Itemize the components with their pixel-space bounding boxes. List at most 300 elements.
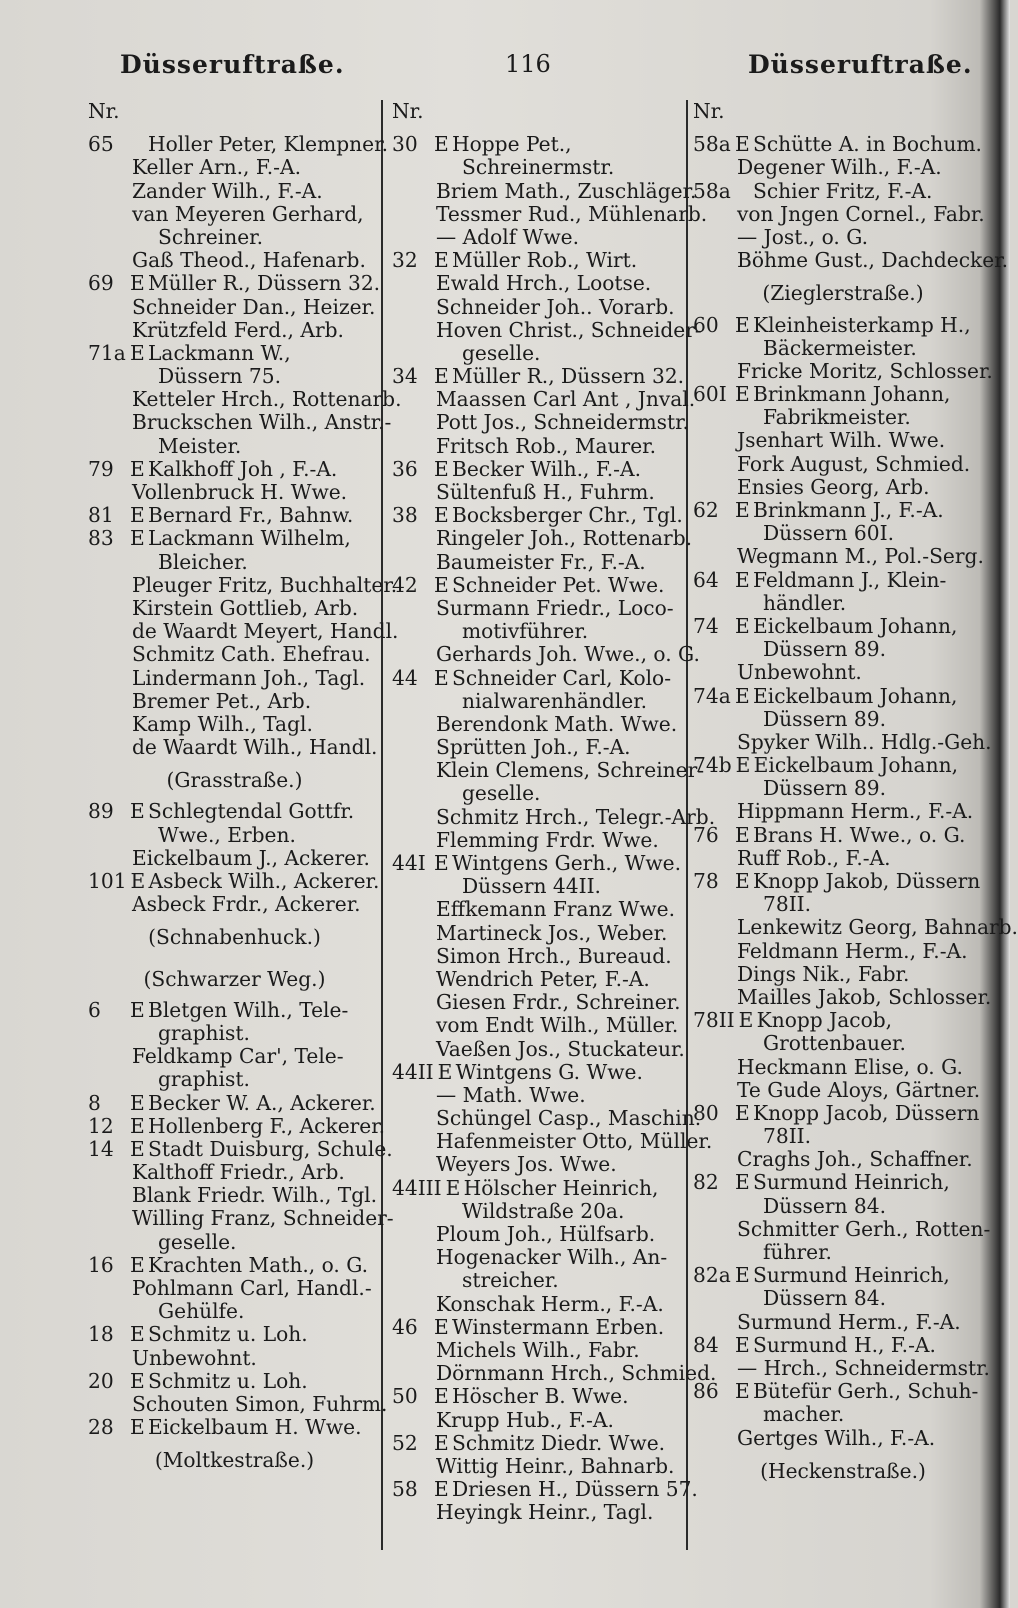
resident-name: Weyers Jos. Wwe.: [436, 1152, 617, 1177]
entry-continuation: Schreiner.: [158, 224, 263, 249]
resident-name: Konschak Herm., F.-A.: [436, 1291, 664, 1316]
resident-name: Pohlmann Carl, Handl.-: [132, 1276, 372, 1300]
entry-continuation: Wildstraße 20a.: [462, 1198, 625, 1223]
resident-name: Gerhards Joh. Wwe., o. G.: [436, 642, 700, 667]
house-number: 84: [693, 1332, 719, 1357]
owner-marker: E: [735, 132, 750, 157]
house-number: 28: [88, 1415, 114, 1440]
resident-name: Wendrich Peter, F.-A.: [436, 966, 650, 991]
house-number: 50: [392, 1384, 418, 1409]
resident-name: Müller Rob., Wirt.: [452, 248, 638, 273]
resident-name: Stadt Duisburg, Schule.: [148, 1136, 393, 1161]
resident-name: Ensies Georg, Arb.: [737, 474, 930, 499]
resident-name: Hoven Christ., Schneider-: [436, 317, 702, 342]
resident-name: Krupp Hub., F.-A.: [436, 1407, 614, 1432]
resident-name: Mailles Jakob, Schlosser.: [737, 984, 992, 1009]
owner-marker: E: [130, 1136, 145, 1161]
resident-name: Brinkmann Johann,: [753, 382, 951, 407]
resident-name: Berendonk Math. Wwe.: [436, 711, 678, 736]
resident-entry: [88, 1206, 394, 1231]
owner-marker: E: [434, 364, 449, 389]
resident-name: Surmund H., F.-A.: [753, 1332, 936, 1357]
resident-entry: [693, 226, 993, 249]
resident-name: Zander Wilh., F.-A.: [132, 178, 323, 203]
resident-name: Wittig Heinr., Bahnarb.: [436, 1453, 675, 1478]
street-heading: (Moltkestraße.): [154, 1448, 315, 1473]
running-title-left: Düsseruftraße.: [120, 50, 345, 79]
resident-entry: [693, 1357, 993, 1380]
resident-entry: [392, 504, 688, 527]
resident-entry: [88, 1416, 381, 1439]
resident-entry: [693, 1427, 993, 1450]
resident-entry: [392, 1153, 688, 1176]
house-number: 81: [88, 503, 114, 528]
resident-entry: [693, 1102, 993, 1125]
resident-name: de Waardt Meyert, Handl.: [132, 619, 399, 644]
resident-name: Bernard Fr., Bahnw.: [148, 503, 354, 528]
resident-entry: [392, 597, 688, 620]
resident-entry: [88, 272, 381, 295]
resident-name: Heyingk Heinr., Tagl.: [436, 1500, 654, 1525]
resident-name: Kalkhoff Joh , F.-A.: [148, 456, 338, 481]
resident-entry: [88, 458, 381, 481]
house-number: 58: [392, 1477, 418, 1502]
owner-marker: E: [434, 132, 449, 157]
resident-entry: [88, 667, 381, 690]
resident-entry: [392, 713, 688, 736]
street-heading: (Schnabenhuck.): [148, 925, 321, 950]
resident-name: Schmitz u. Loh.: [148, 1368, 308, 1393]
column-divider-left: [381, 100, 383, 1550]
resident-entry: [88, 1277, 381, 1300]
entry-continuation: motivführer.: [462, 619, 589, 644]
house-number: 79: [88, 456, 114, 481]
resident-name: Klein Clemens, Schreiner-: [436, 758, 705, 783]
resident-name: Becker Wilh., F.-A.: [452, 456, 641, 481]
owner-marker: E: [434, 1477, 449, 1502]
resident-name: van Meyeren Gerhard,: [132, 201, 364, 226]
resident-entry: [88, 1323, 381, 1346]
resident-entry: [693, 800, 993, 823]
entry-continuation: führer.: [763, 1240, 832, 1264]
street-heading: (Schwarzer Weg.): [143, 966, 326, 991]
resident-entry: [392, 1129, 713, 1154]
resident-name: Pott Jos., Schneidermstr.: [436, 410, 689, 435]
resident-name: Craghs Joh., Schaffner.: [737, 1147, 973, 1172]
owner-marker: E: [130, 456, 145, 481]
owner-marker: E: [434, 456, 449, 481]
resident-entry: [392, 991, 688, 1014]
resident-entry: [88, 1136, 393, 1161]
entry-continuation: nialwarenhändler.: [462, 688, 648, 713]
resident-entry: [392, 1293, 688, 1316]
house-number: 18: [88, 1322, 114, 1347]
owner-marker: E: [735, 312, 750, 337]
resident-entry: [88, 180, 381, 203]
resident-entry: [693, 1056, 993, 1079]
resident-entry: [693, 429, 993, 452]
house-number: 74: [693, 613, 719, 638]
owner-marker: E: [130, 1415, 145, 1440]
resident-name: Giesen Frdr., Schreiner.: [436, 990, 681, 1015]
owner-marker: E: [130, 1322, 145, 1347]
entry-continuation: geselle.: [158, 1229, 237, 1254]
entry-continuation: Schreinermstr.: [462, 155, 615, 180]
owner-marker: E: [434, 248, 449, 273]
house-number: 38: [392, 503, 418, 528]
owner-marker: E: [434, 1314, 449, 1339]
resident-entry: [693, 1264, 993, 1287]
resident-name: Eickelbaum J., Ackerer.: [132, 845, 370, 870]
resident-name: Brinkmann J., F.-A.: [753, 498, 944, 522]
resident-entry: [392, 1409, 688, 1432]
resident-name: Jsenhart Wilh. Wwe.: [737, 428, 946, 453]
resident-entry: [392, 226, 688, 249]
entry-continuation: Bleicher.: [158, 549, 248, 574]
resident-name: Hoppe Pet.,: [452, 132, 572, 157]
resident-entry: [392, 481, 688, 504]
entry-continuation: Düssern 60I.: [763, 521, 895, 546]
resident-entry: [88, 1254, 381, 1277]
resident-entry: [392, 1455, 688, 1478]
resident-entry: [392, 804, 716, 829]
owner-marker: E: [735, 1263, 750, 1288]
resident-name: Lenkewitz Georg, Bahnarb.: [737, 915, 1018, 940]
entry-continuation: Düssern 84.: [763, 1286, 887, 1311]
resident-entry: [392, 1177, 688, 1200]
resident-name: Ploum Joh., Hülfsarb.: [436, 1222, 656, 1246]
house-number: 76: [693, 822, 719, 847]
resident-name: Knopp Jacob, Düssern: [753, 1100, 980, 1125]
page-number: 116: [505, 50, 551, 78]
resident-name: Fricke Moritz, Schlosser.: [737, 358, 993, 383]
resident-name: Surmund Heinrich,: [753, 1170, 950, 1195]
resident-name: Tessmer Rud., Mühlenarb.: [436, 201, 708, 226]
resident-name: Schüngel Casp., Maschin.: [436, 1106, 702, 1131]
entry-continuation: 78II.: [763, 892, 812, 917]
resident-entry: [392, 1106, 702, 1131]
house-number: 30: [392, 132, 418, 157]
resident-entry: [392, 411, 688, 434]
resident-entry: [88, 342, 381, 365]
owner-marker: E: [735, 613, 750, 638]
resident-entry: [88, 504, 381, 527]
resident-entry: [392, 829, 688, 852]
owner-marker: E: [735, 822, 750, 847]
resident-name: von Jngen Cornel., Fabr.: [737, 201, 985, 226]
owner-marker: E: [434, 665, 449, 690]
resident-name: Degener Wilh., F.-A.: [737, 155, 942, 180]
resident-entry: [392, 1014, 688, 1037]
resident-name: Schmitter Gerh., Rotten-: [737, 1216, 991, 1241]
resident-name: Schütte A. in Bochum.: [753, 132, 982, 157]
resident-name: Dörnmann Hrch., Schmied.: [436, 1361, 717, 1386]
resident-name: Ewald Hrch., Lootse.: [436, 271, 652, 296]
entry-continuation: Düssern 89.: [763, 776, 887, 801]
house-number: 60: [693, 312, 719, 337]
resident-name: Becker W. A., Ackerer.: [148, 1090, 376, 1115]
resident-entry: [392, 574, 688, 597]
resident-name: Schier Fritz, F.-A.: [753, 178, 933, 203]
resident-entry: [88, 1092, 381, 1115]
resident-entry: [88, 527, 381, 550]
resident-name: Effkemann Franz Wwe.: [436, 897, 675, 922]
resident-name: Feldmann J., Klein-: [753, 567, 947, 592]
owner-marker: E: [735, 1170, 750, 1195]
resident-name: Spyker Wilh.. Hdlg.-Geh.: [737, 729, 992, 754]
house-number: 44I: [392, 851, 426, 875]
resident-entry: [693, 499, 993, 522]
resident-name: Holler Peter, Klempner.: [148, 132, 388, 157]
entry-continuation: Wwe., Erben.: [158, 822, 296, 847]
running-title-right: Düsseruftraße.: [748, 50, 973, 79]
resident-name: Hippmann Herm., F.-A.: [737, 799, 974, 824]
resident-entry: [392, 898, 688, 921]
resident-name: Vollenbruck H. Wwe.: [132, 480, 348, 504]
resident-name: Surmann Friedr., Loco-: [436, 595, 674, 620]
resident-name: Sprütten Joh., F.-A.: [436, 735, 631, 760]
house-number: 52: [392, 1430, 418, 1455]
resident-entry: [693, 847, 993, 870]
resident-name: Schouten Simon, Fuhrm.: [132, 1391, 388, 1416]
resident-entry: [88, 319, 381, 342]
resident-entry: [88, 203, 381, 226]
resident-name: Schneider Carl, Kolo-: [452, 665, 672, 690]
resident-entry: [693, 1334, 993, 1357]
resident-name: Müller R., Düssern 32.: [452, 364, 685, 389]
resident-name: Böhme Gust., Dachdecker.: [737, 248, 1009, 273]
resident-entry: [88, 1161, 381, 1184]
resident-entry: [88, 1184, 381, 1207]
resident-entry: [693, 915, 1018, 940]
resident-name: Wintgens G. Wwe.: [455, 1059, 643, 1084]
house-number: 64: [693, 567, 719, 592]
resident-name: Bremer Pet., Arb.: [132, 688, 312, 713]
resident-name: Eickelbaum Johann,: [753, 683, 958, 708]
resident-name: Hogenacker Wilh., An-: [436, 1245, 668, 1270]
house-number: 65: [88, 132, 114, 157]
resident-entry: [392, 272, 688, 295]
resident-entry: [392, 526, 693, 551]
resident-entry: [392, 1361, 717, 1386]
resident-entry: [88, 1370, 381, 1393]
owner-marker: E: [434, 572, 449, 597]
owner-marker: E: [735, 1332, 750, 1357]
resident-name: Eickelbaum H. Wwe.: [148, 1415, 362, 1440]
resident-entry: [88, 736, 381, 759]
resident-name: Asbeck Wilh., Ackerer.: [148, 869, 380, 893]
resident-entry: [392, 178, 697, 203]
resident-entry: [392, 1316, 688, 1339]
resident-entry: [693, 180, 993, 203]
entry-continuation: händler.: [763, 590, 847, 615]
resident-entry: [88, 1045, 381, 1068]
resident-name: Simon Hrch., Bureaud.: [436, 943, 672, 968]
resident-entry: [693, 986, 993, 1009]
resident-name: Knopp Jacob,: [756, 1008, 893, 1033]
resident-name: Driesen H., Düssern 57.: [452, 1477, 698, 1502]
owner-marker: E: [130, 997, 145, 1022]
resident-entry: [392, 201, 708, 226]
resident-name: Surmund Herm., F.-A.: [737, 1309, 961, 1334]
resident-entry: [693, 1079, 993, 1102]
house-number: 58a: [693, 178, 731, 203]
street-heading: (Heckenstraße.): [760, 1458, 926, 1483]
owner-marker: E: [130, 526, 145, 551]
owner-marker: E: [735, 1379, 750, 1404]
resident-entry: [88, 713, 381, 736]
resident-entry: [88, 1391, 388, 1416]
house-number: 82: [693, 1170, 719, 1195]
resident-entry: [693, 453, 993, 476]
resident-entry: [693, 156, 993, 179]
resident-name: Keller Arn., F.-A.: [132, 155, 301, 180]
resident-name: Schneider Pet. Wwe.: [452, 572, 665, 597]
resident-name: Lackmann W.,: [148, 340, 291, 365]
house-number: 36: [392, 456, 418, 481]
entry-list: [693, 132, 1018, 1491]
street-heading: (Grasstraße.): [166, 768, 303, 793]
resident-entry: [392, 1501, 688, 1524]
entry-continuation: geselle.: [462, 781, 541, 806]
resident-entry: [693, 476, 993, 499]
owner-marker: E: [735, 567, 750, 592]
owner-marker: E: [434, 1384, 449, 1409]
resident-entry: [392, 642, 700, 667]
resident-name: — Math. Wwe.: [436, 1082, 586, 1107]
entry-continuation: Düssern 89.: [763, 637, 887, 662]
resident-name: Hafenmeister Otto, Müller.: [436, 1129, 713, 1154]
owner-marker: E: [130, 799, 145, 824]
owner-marker: E: [130, 1252, 145, 1277]
resident-name: Schlegtendal Gottfr.: [148, 799, 355, 824]
resident-name: Hölscher Heinrich,: [463, 1175, 659, 1200]
resident-entry: [88, 481, 381, 504]
resident-entry: [392, 1038, 688, 1061]
resident-entry: [392, 968, 688, 991]
resident-name: Müller R., Düssern 32.: [148, 271, 381, 296]
resident-entry: [693, 383, 993, 406]
resident-entry: [693, 1148, 993, 1171]
resident-name: Wintgens Gerh., Wwe.: [452, 851, 681, 875]
house-number: 14: [88, 1136, 114, 1161]
resident-name: Bruckschen Wilh., Anstr.-: [132, 410, 392, 435]
resident-name: — Adolf Wwe.: [436, 224, 579, 249]
owner-marker: E: [130, 271, 145, 296]
resident-entry: [88, 132, 388, 157]
entry-continuation: Gehülfe.: [158, 1299, 245, 1324]
owner-marker: E: [735, 1100, 750, 1125]
resident-entry: [693, 569, 993, 592]
resident-name: Krachten Math., o. G.: [148, 1252, 369, 1277]
resident-name: Schmitz Cath. Ehefrau.: [132, 642, 371, 667]
resident-name: Kleinheisterkamp H.,: [753, 312, 971, 337]
resident-name: Sültenfuß H., Fuhrm.: [436, 480, 655, 504]
house-number: 44II: [392, 1059, 434, 1084]
resident-entry: [693, 545, 993, 568]
house-number: 69: [88, 271, 114, 296]
house-number: 80: [693, 1100, 719, 1125]
resident-name: Winstermann Erben.: [452, 1314, 665, 1339]
entry-continuation: Düssern 75.: [158, 364, 282, 389]
owner-marker: E: [434, 503, 449, 528]
resident-name: de Waardt Wilh., Handl.: [132, 735, 378, 760]
resident-name: Briem Math., Zuschläger.: [436, 178, 697, 203]
house-number: 6: [88, 997, 101, 1022]
resident-name: Vaeßen Jos., Stuckateur.: [436, 1036, 685, 1061]
owner-marker: E: [130, 340, 145, 365]
column-1: [88, 99, 402, 1481]
resident-entry: [88, 999, 381, 1022]
resident-entry: [392, 1246, 688, 1269]
resident-name: Baumeister Fr., F.-A.: [436, 549, 646, 574]
house-number: 8: [88, 1090, 101, 1115]
resident-name: Gertges Wilh., F.-A.: [737, 1425, 936, 1450]
owner-marker: E: [130, 1113, 145, 1138]
house-number: 16: [88, 1252, 114, 1277]
resident-entry: [88, 847, 381, 870]
resident-name: Ringeler Joh., Rottenarb.: [436, 526, 693, 551]
resident-name: Surmund Heinrich,: [753, 1263, 950, 1288]
owner-marker: E: [735, 382, 750, 407]
resident-entry: [392, 249, 688, 272]
house-number: 89: [88, 799, 114, 824]
resident-name: Wegmann M., Pol.-Serg.: [737, 544, 984, 569]
resident-name: Schmitz Diedr. Wwe.: [452, 1430, 666, 1455]
owner-marker: E: [735, 683, 750, 708]
resident-name: Schneider Dan., Heizer.: [132, 294, 376, 319]
house-number: 42: [392, 572, 418, 597]
resident-name: Schmitz Hrch., Telegr.-Arb.: [436, 804, 716, 829]
entry-continuation: Düssern 89.: [763, 706, 887, 731]
entry-continuation: macher.: [763, 1402, 845, 1427]
resident-name: Brans H. Wwe., o. G.: [753, 822, 966, 847]
house-number: 44: [392, 665, 418, 690]
resident-entry: [693, 360, 993, 383]
resident-name: Knopp Jakob, Düssern: [753, 869, 981, 893]
resident-entry: [392, 1477, 698, 1502]
resident-entry: [88, 156, 381, 179]
entry-continuation: 78II.: [763, 1124, 812, 1149]
resident-entry: [693, 870, 993, 893]
resident-entry: [693, 615, 993, 638]
column-label: Nr.: [88, 99, 120, 123]
resident-entry: [693, 1380, 993, 1403]
entry-continuation: Meister.: [158, 433, 242, 458]
resident-entry: [392, 1432, 688, 1455]
resident-entry: [392, 1385, 688, 1408]
resident-name: Asbeck Frdr., Ackerer.: [132, 892, 361, 917]
column-label: Nr.: [392, 99, 424, 123]
street-heading: (Zieglerstraße.): [762, 281, 924, 306]
house-number: 62: [693, 498, 719, 522]
resident-entry: [693, 1218, 993, 1241]
resident-name: Willing Franz, Schneider-: [132, 1206, 394, 1231]
entry-continuation: Düssern 44II.: [462, 874, 601, 899]
house-number: 71a: [88, 340, 126, 365]
resident-name: Fork August, Schmied.: [737, 451, 971, 476]
resident-name: — Jost., o. G.: [737, 224, 869, 249]
resident-name: Feldmann Herm., F.-A.: [737, 938, 968, 963]
resident-name: Ketteler Hrch., Rottenarb.: [132, 387, 402, 412]
resident-entry: [392, 133, 688, 156]
house-number: 60I: [693, 382, 727, 407]
resident-entry: [392, 1084, 688, 1107]
resident-name: Kalthoff Friedr., Arb.: [132, 1160, 345, 1185]
column-label: Nr.: [693, 99, 725, 123]
owner-marker: E: [445, 1175, 461, 1200]
resident-entry: [88, 690, 381, 713]
